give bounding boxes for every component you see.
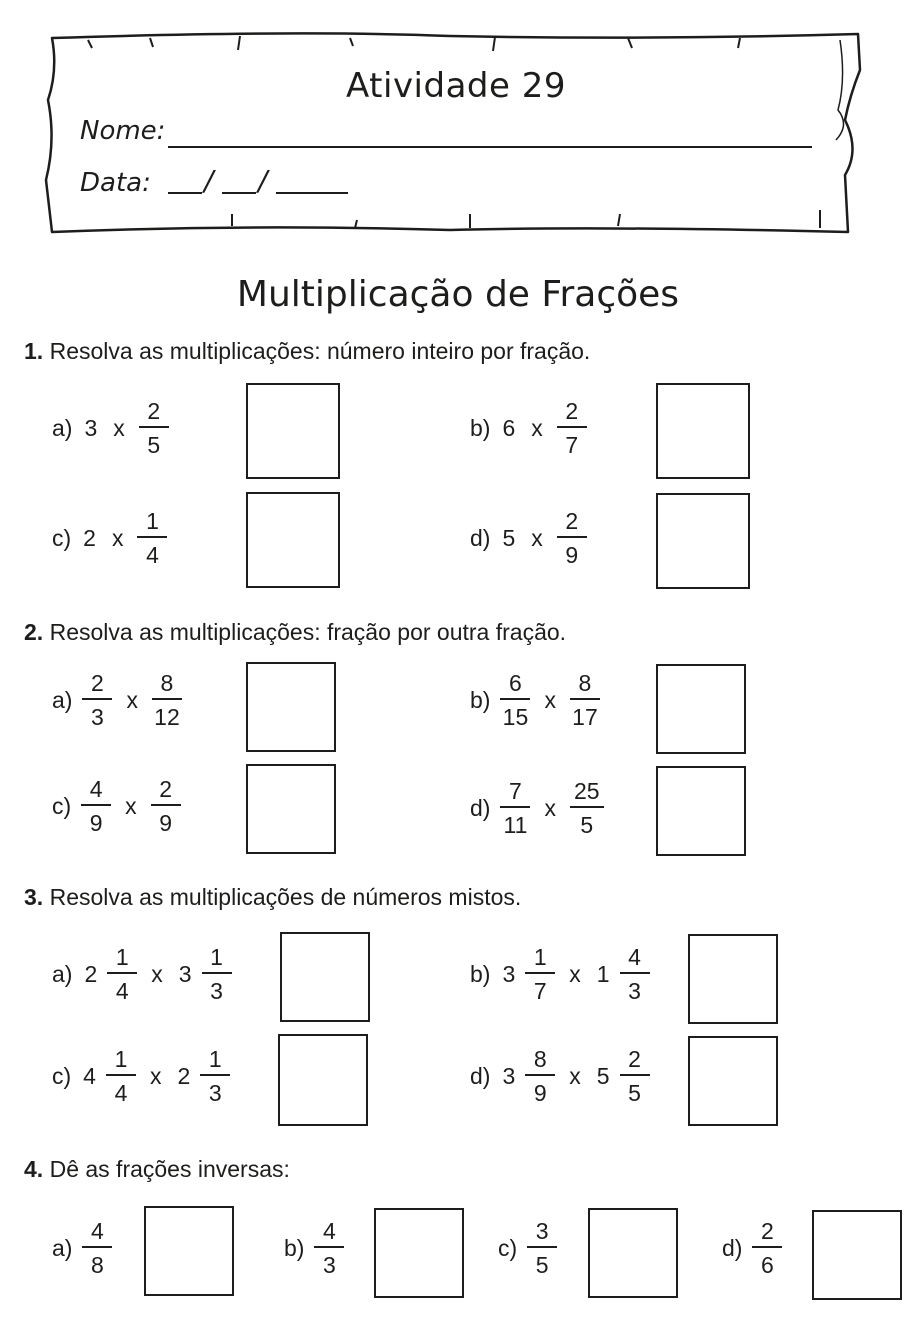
q1-answer-box-b[interactable]	[656, 383, 750, 479]
q4-answer-box-a[interactable]	[144, 1206, 234, 1296]
q3-answer-box-c[interactable]	[278, 1034, 368, 1126]
activity-title: Atividade 29	[346, 66, 566, 106]
q3-answer-box-d[interactable]	[688, 1036, 778, 1126]
q1-answer-box-c[interactable]	[246, 492, 340, 588]
q1-item-b: b) 6 x $\frac{2}{7}$	[470, 400, 591, 457]
date-separator: /	[204, 164, 214, 197]
q4-item-b: b) $\frac{4}{3}$	[284, 1220, 348, 1277]
q3-answer-box-a[interactable]	[280, 932, 370, 1022]
date-year-line[interactable]	[276, 192, 348, 194]
date-day-line[interactable]	[168, 192, 202, 194]
q3-item-c: c) 4 $\frac{1}{4}$ x 2 $\frac{1}{3}$	[52, 1048, 234, 1105]
q2-item-b: b) $\frac{6}{15}$ x $\frac{8}{17}$	[470, 672, 604, 729]
q4-answer-box-d[interactable]	[812, 1210, 902, 1300]
q2-item-a: a) $\frac{2}{3}$ x $\frac{8}{12}$	[52, 672, 186, 729]
q3-item-b: b) 3 $\frac{1}{7}$ x 1 $\frac{4}{3}$	[470, 946, 654, 1003]
date-label: Data:	[80, 168, 151, 198]
q2-item-d: d) $\frac{7}{11}$ x $\frac{25}{5}$	[470, 780, 608, 837]
q1-item-d: d) 5 x $\frac{2}{9}$	[470, 510, 591, 567]
q4-item-c: c) $\frac{3}{5}$	[498, 1220, 561, 1277]
question-2-heading: 2. Resolva as multiplicações: fração por outra fração.	[24, 619, 567, 645]
page-title: Multiplicação de Frações	[236, 274, 680, 315]
q4-item-d: d) $\frac{2}{6}$	[722, 1220, 786, 1277]
name-label: Nome:	[80, 116, 166, 146]
name-line[interactable]	[168, 146, 812, 148]
q1-answer-box-d[interactable]	[656, 493, 750, 589]
q1-answer-box-a[interactable]	[246, 383, 340, 479]
q4-item-a: a) $\frac{4}{8}$	[52, 1220, 116, 1277]
q2-item-c: c) $\frac{4}{9}$ x $\frac{2}{9}$	[52, 778, 185, 835]
question-4-heading: 4. Dê as frações inversas:	[24, 1156, 290, 1182]
q2-answer-box-d[interactable]	[656, 766, 746, 856]
q2-answer-box-c[interactable]	[246, 764, 336, 854]
q4-answer-box-c[interactable]	[588, 1208, 678, 1298]
q3-item-d: d) 3 $\frac{8}{9}$ x 5 $\frac{2}{5}$	[470, 1048, 654, 1105]
date-separator: /	[258, 164, 268, 197]
q2-answer-box-b[interactable]	[656, 664, 746, 754]
q1-item-a: a) 3 x $\frac{2}{5}$	[52, 400, 173, 457]
question-3-heading: 3. Resolva as multiplicações de números mistos.	[24, 884, 522, 910]
date-month-line[interactable]	[222, 192, 256, 194]
q3-item-a: a) 2 $\frac{1}{4}$ x 3 $\frac{1}{3}$	[52, 946, 236, 1003]
q1-item-c: c) 2 x $\frac{1}{4}$	[52, 510, 171, 567]
q2-answer-box-a[interactable]	[246, 662, 336, 752]
q4-answer-box-b[interactable]	[374, 1208, 464, 1298]
q3-answer-box-b[interactable]	[688, 934, 778, 1024]
question-1-heading: 1. Resolva as multiplicações: número inteiro por fração.	[24, 338, 591, 364]
